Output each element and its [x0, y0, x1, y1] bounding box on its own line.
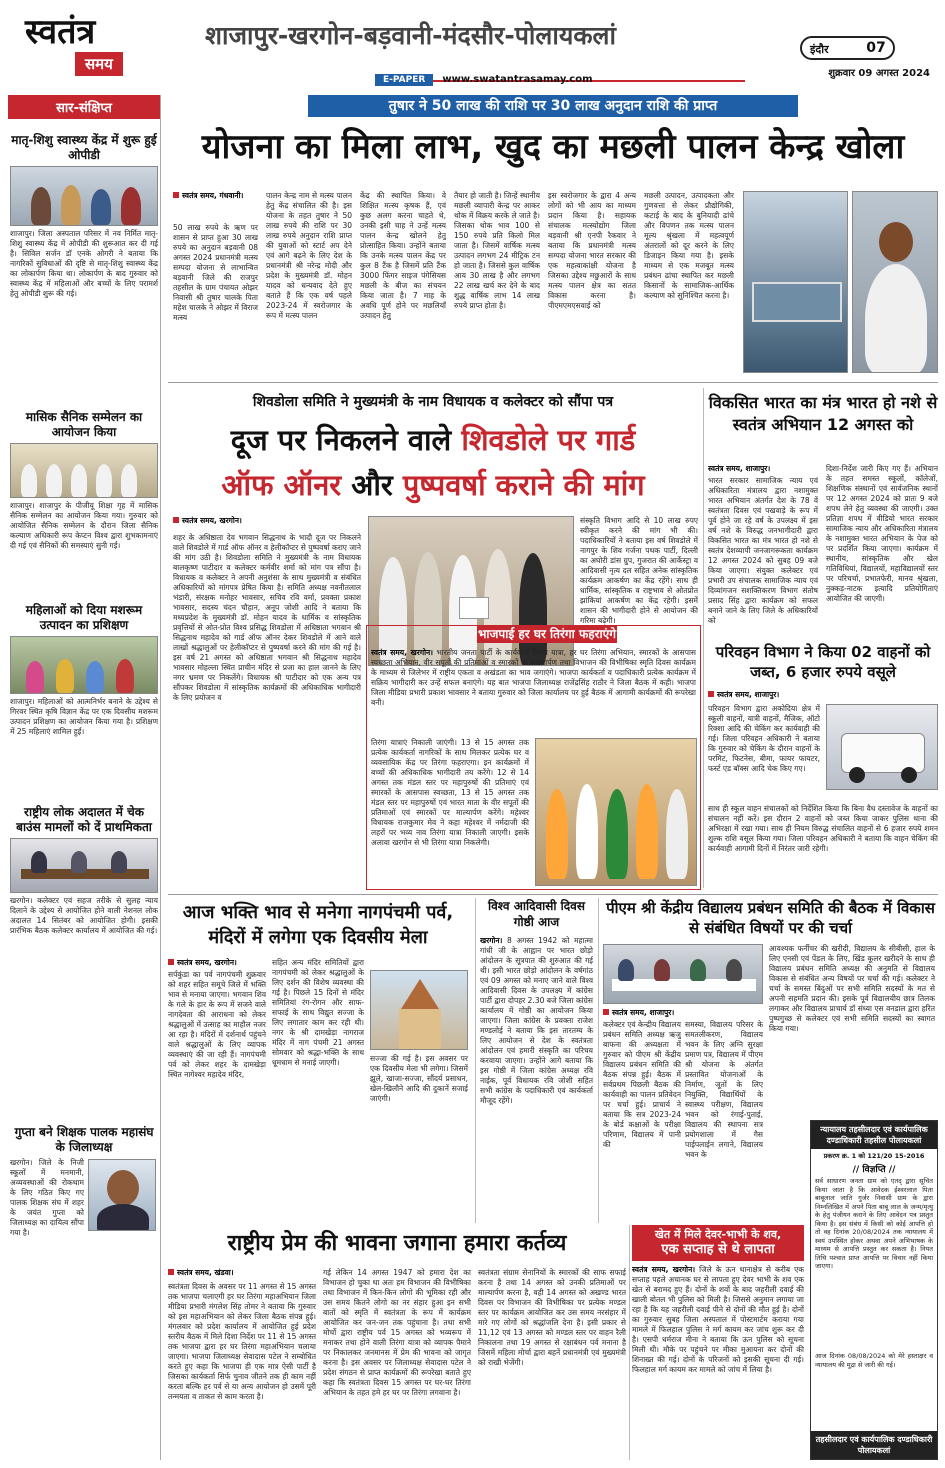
- portrait-photo: [88, 1159, 156, 1231]
- epaper-strip: [375, 67, 745, 85]
- sidebar-item-body: शाजापुर। महिलाओं को आत्मनिर्भर बनाने के उद्देश्य से गिरवर स्थित कृषि विज्ञान केंद्र पर एक दिवसीय मशरूम उत्पादन प्रशिक्षण का आयोजन किया गया है। प्रशिक्षण में 25 महिलाएं शामिल हुईं।: [10, 697, 158, 736]
- logo[interactable]: [25, 12, 155, 86]
- notice-body: सर्व साधारण जनता ग्राम को एतद् द्वारा सूचित किया जाता है कि आवेदक ईश्वरलाल पिता बाबूलाल जाति गुर्जर निवासी ग्राम के द्वारा निम्नलिखित में अपने पिता बाबू लाल के जन्म/मृत्यु के हेतु पंजीयन कराने के लिए आवेदन पत्र प्रस्तुत किया है। इस संबंध में किसी को कोई आपत्ति हो तो वह दिनांक 20/08/2024 तक न्यायालय में स्वयं उपस्थित होकर अथवा अपने अभिभाषक के माध्यम से आपत्ति प्रस्तुत कर सकता है। नियत तिथि पश्चात प्राप्त आपत्ति पर विचार नहीं किया जाएगा।: [815, 1177, 933, 1270]
- rashtriya-col-1: स्वतंत्रता दिवस के अवसर पर 11 अगस्त से 15 अगस्त तक भाजपा चलाएगी हर घर तिरंगा महाअभियान जिला मीडिया प्रभारी मंगलेश सिंह तोमर ने बताया कि गुरुवार को इस महाअभियान को लेकर जिला बैठक संपन्न हुई। मंगलवार को प्रदेश कार्यालय में आयोजित हुई प्रदेश स्तरीय बैठक में मिले दिशा निर्देश पर 11 से 15 अगस्त तक भाजपा द्वारा हर घर तिरंगा महाअभियान चलाया जाएगा। भाजपा जिलाध्यक्ष सेवादास पटेल ने सम्बोधित करते हुए कहा कि भाजपा ही एक मात्र ऐसी पार्टी है जिसका कार्यकर्ता सिर्फ चुनाव जीतने तक ही काम नहीं करता बल्कि हर पर्व से या अन्य आयोजन हो उसमें पूरी तन्मयता व ताकत से काम करता है।: [168, 1282, 316, 1401]
- top-story-col-2: पालन केन्द्र नाम से मत्स्य पालन हेतु केंद्र संचालित की है। इस योजना के तहत तुषार ने 50 लाख रुपये की राशि पर 30 लाख रुपये अनुदान राशि प्राप्त की युवाओं को स्टार्ट अप देने एवं आगे बढ़ने के लिए देश के प्रधानमंत्री श्री नरेन्द्र मोदी और प्रदेश के मुख्यमंत्री डॉ. मोहन यादव को धन्यवाद देते हुए बताते हैं कि एक वर्ष पहले 2023-24 में स्वरोजगार के रूप में मत्स्य पालन: [266, 191, 352, 320]
- byline-text: स्वतंत्र समय, खंडवा।: [177, 1268, 234, 1277]
- adivasi-body: [480, 936, 593, 1222]
- meeting-photo: [603, 944, 763, 1004]
- edition-title: शाजापुर-खरगोन-बड़वानी-मंदसौर-पोलायकलां: [205, 21, 616, 50]
- nagpanchami-col-3: सज्जा की गई है। इस अवसर पर एक दिवसीय मेला भी लगेगा। जिसमें झूले, खाजा-सज्जा, सौंदर्य प्रसाधन, खेल-खिलौने आदि की दुकानें सजाई जाएंगी।: [370, 1054, 468, 1103]
- epaper-label: E-PAPER: [375, 74, 433, 86]
- farmer-photo: [852, 191, 938, 373]
- temple-photo: [370, 970, 468, 1050]
- top-story-byline: [173, 191, 258, 213]
- logo-line1: स्वतंत्र: [25, 12, 96, 52]
- city-label: इंदौर: [810, 43, 829, 56]
- parivahan-byline: [708, 690, 938, 702]
- byline-text: स्वतंत्र समय, शाजापुर।: [717, 690, 780, 699]
- sidebar-item-body: शाजापुर। जिला अस्पताल परिसर में नव निर्मित मातृ-शिशु स्वास्थ्य केंद्र में ओपीडी की शुरूआत कर दी गई है। सिविल सर्जन डॉ एनके ओगरी ने बताया कि नागरिकों सुविधाओं की दृष्टि से मातृ-शिशु स्वास्थ्य केंद्र का लोकार्पण किया था। लोकार्पण के बाद गुरुवार को स्वास्थ्य केंद्र में महिलाओं और बच्चों के लिए परामर्श हेतु ओपीडी शुरू की गई।: [10, 229, 158, 298]
- top-story-col-5: इस स्वरोजगार के द्वारा 4 अन्य लोगों को भी आय का माध्यम प्रदान किया है। सहायक संचालक मत्स्योद्योग जिला बड़वानी श्री एनपी रैकवार ने बताया कि प्रधानमंत्री मत्स्य सम्पदा योजना भारत सरकार की एक महत्वाकांक्षी योजना है जिसका उद्देश्य मछुआरों के साथ मत्स्य पालन क्षेत्र का सतत विकास करना है। पीएमएमएसवाई को: [548, 191, 636, 310]
- headline-part: दूज पर निकलने वाले: [230, 423, 452, 457]
- rashtriya-headline: राष्ट्रीय प्रेम की भावना जगाना हमारा कर्तव्य: [227, 1231, 567, 1256]
- byline-text: स्वतंत्र समय, खरगोन।: [632, 1265, 696, 1274]
- rashtriya-story: [168, 1228, 626, 1460]
- court-notice: [810, 1120, 938, 1460]
- khet-body: [632, 1265, 804, 1455]
- shivdola-col-1: शहर के अधिष्ठाता देव भगवान सिद्धनाथ के भादौ दूज पर निकलने वाले शिवडोले में गार्ड ऑफ ऑनर व हेलीकॉप्टर से पुष्पवर्षा कराए जाने की मांग उठी है। शिवडोला समिति ने मुख्यमंत्री के नाम विधायक बालकृष्ण पाटीदार व कलेक्टर कर्मवीर शर्मा को मांग पत्र सौंपा है। विधायक व कलेक्टर ने अपनी अनुशंसा के साथ मुख्यमंत्री व संबंधित अधिकारियों को मांगपत्र प्रेषित किया है। समिति अध्यक्ष नवनीतलाल भंडारी, संरक्षक मनोहर भावसार, सचिव रवि वर्मा, प्रवक्ता प्रकाश भावसार, सदस्य चंदन चौहान, अनूप जोशी आदि ने बताया कि मध्यप्रदेश के मुख्यमंत्री डॉ. मोहन यादव के धार्मिक व सांस्कृतिक प्रवृत्तियों से ओत-प्रोत विश्व प्रसिद्ध शिवडोला में अधिष्ठाता भगवान श्री सिद्धनाथ महादेव को गार्ड ऑफ ऑनर देकर शिवडोले में आने वाले लाखों श्रद्धालुओं पर हेलीकॉप्टर से पुष्पवर्षा करने की मांग की गई है। इस वर्ष 21 अगस्त को अधिष्ठाता भगवान श्री सिद्धनाथ महादेव भावसार मोहल्ला स्थित प्राचीन मंदिर से प्रजा का हाल जानने के लिए नगर भ्रमण पर निकलेंगे। विधायक श्री पाटीदार को एक अन्य पत्र सौंपकर शिवडोला में सांस्कृतिक कार्यक्रमों की अधिकाधिक भागीदारी के लिए प्रयोजन व: [173, 533, 361, 702]
- parivahan-story: [708, 642, 938, 892]
- sidebar-item-headline: मातृ-शिशु स्वास्थ्य केंद्र में शुरू हुई ओपीडी: [11, 133, 157, 162]
- sidebar-item-mushroom: [10, 603, 158, 797]
- notice-date: आज दिनांक 08/08/2024 को मेरे हस्ताक्षर व न्यायालय की मुद्रा से जारी की गई।: [815, 1352, 933, 1369]
- divider: [168, 894, 938, 895]
- page-number: 07: [861, 39, 891, 57]
- notice-signature: तहसीलदार एवं कार्यपालिक दण्डाधिकारी पोलायकलां: [811, 1431, 937, 1459]
- sidebar-item-lok-adalat: [10, 805, 158, 1136]
- top-story-col-3: केंद्र की स्थापित किया। वे शिक्षित मत्स्य कृषक हैं, एवं कुछ अलग करना चाहते थे, उनकी इसी चाह ने उन्हें मत्स्य पालन केन्द्र खोलने हेतु प्रोत्साहित किया। उन्होंने बताया कि उनके मत्स्य पालन केंद्र पर कुल 8 टैंक है जिसमें प्रति टैंक 3000 फिंगर साइज पंगेसियस मछली के बीज का संचयन किया जाता है। 7 माह के अवधि पूर्ण होने पर मछलियाँ उत्पादन हेतु: [360, 191, 446, 320]
- adivasi-story: [475, 898, 593, 1223]
- pmshri-byline: [603, 1008, 763, 1020]
- sidebar-item-opd: [10, 133, 158, 399]
- khet-headline-box: [632, 1225, 804, 1261]
- notice-title: न्यायालय तहसीलदार एवं कार्यपालिक दण्डाधिकारी तहसील पोलायकलां: [811, 1121, 937, 1149]
- byline-text: खरगोन।: [480, 936, 503, 945]
- sidebar-item-headline: मासिक सैनिक सम्मेलन का आयोजन किया: [25, 410, 143, 439]
- khet-body-text: जिले के ऊन थानाक्षेत्र से करीब एक सप्ताह पहले अचानक घर से लापता हुए देवर भाभी के शव एक खेत से बरामद हुए हैं। दोनों के शवों के बाद जहरीली दवाई की खाली बोतल भी पुलिस को मिली है। जिससे अनुमान लगाया जा रहा है कि यह जहरीली दवाई पीने से दोनों की मौत हुई है। दोनों का गुरुवार सुबह जिला अस्पताल में पोस्टमार्टम कराया गया मामले में फिलहाल पुलिस ने मर्ग कायम कर जांच शुरू कर दी है। एसपी धर्मराज मीना ने बताया कि ऊन पुलिस को सूचना मिली थी। मौके पर पहुंचने पर मीका मुआयना कर दोनों की शिनाख्त की गई। दोनों के परिजनों को इसकी सूचना दी गई। फिलहाल मर्ग कायम कर मामले को जांच में लिया है।: [632, 1265, 804, 1374]
- divider: [629, 1225, 630, 1460]
- divider: [168, 382, 938, 383]
- pmshri-col-3: आवश्यक फर्नीचर की खरीदी, विद्यालय के सीबीसी, हाल के लिए एनसी एवं पेंडल के लिए, खिंड कूलर खरीदने के साथ ही विद्यालय प्रबंधन समिति अध्यक्ष की अनुमति से विद्यालय विकास से संबंधित अन्य विषयों पर चर्चा की गई। कलेक्टर ने चर्चा के समस्त बिंदुओं पर सभी समिति सदस्यों के मत से अपनी सहमति प्रदान की। इसके पूर्व विद्यालयीय छात्र तिलक लगाकर और विद्यालय प्राचार्य डॉ संध्या एस वनडाल द्वारा हरित पुष्पगुच्छ से कलेक्टर एवं सभी समिति सदस्यों का स्वागत किया गया।: [769, 944, 935, 1033]
- rashtriya-byline: [168, 1268, 318, 1280]
- tiranga-body-text: भारतीय जनता पार्टी के कार्यकर्ता तिरंगा यात्रा, हर घर तिरंगा अभियान, स्मारकों के आसपास स्वच्छता अभियान, वीर सपूतों की प्रतिमाओं व स्मारकों पर माल्यार्पण तथा विभाजन की विभीषिका स्मृति दिवस कार्यक्रम के माध्यम से जिलेभर में राष्ट्रीय एकता व अखंडता का भाव जगाएंगे। भाजपा कार्यकर्ता व पदाधिकारी प्रत्येक कार्यक्रम में सक्रिय भागीदारी कर उन्हें सफल बनाएंगे। यह बात भाजपा जिलाध्यक्ष राजेंद्रसिंह राठौर ने जिला बैठक में कही। भाजपा जिला मीडिया प्रभारी प्रकाश भावसार ने बताया गुरुवार को जिला कार्यालय पर हुई बैठक में आगामी कार्यक्रमों की रूपरेखा बनी।: [371, 648, 696, 707]
- parivahan-col-2: साथ ही स्कूल वाहन संचालकों को निर्देशित किया कि बिना वैध दस्तावेज के वाहनों का संचालन नहीं करें। इस दौरान 2 वाहनों को जब्त किया जाकर पुलिस थाना की अभिरक्षा में रखा गया। साथ ही नियम विरुद्ध संचालित वाहनों से 6 हजार रुपये शमन शुल्क राशि वसूल किया गया। जिला परिवहन अधिकारी ने बताया कि वाहन चेकिंग की कार्यवाही आगामी दिनों में निरंतर जारी रहेगी।: [708, 804, 938, 853]
- sidebar-photo: [10, 443, 158, 498]
- sidebar-item-gupta: [10, 1125, 158, 1418]
- tiranga-story: [366, 625, 701, 890]
- sidebar-item-body: खरगोन। जिले के निजी स्कूलों में मनमानी, अव्यवस्थाओं की रोकथाम के लिए गठित किए गए पालक शिक्षक संघ में शहर के जयंत गुप्ता को जिलाध्यक्ष का दायित्व सौंपा गया है।: [10, 1158, 84, 1237]
- khet-headline: एक सप्ताह से थे लापता: [661, 1242, 775, 1257]
- rashtriya-col-3: स्वतंत्रता संग्राम सेनानियों के स्मारकों की साफ सफाई करना है तथा 14 अगस्त को उनकी प्रतिमाओं पर माल्यार्पण करना है, वही 14 अगस्त को अखण्ड भारत दिवस पर विभाजन की विभीषिका पर प्रत्येक मण्डल स्तर पर कार्यक्रम आयोजित कर उस समय नरसंहार में मारे गए लोगों को श्रद्धांजलि देना है। इसी प्रकार से 11,12 एवं 13 अगस्त को मण्डल स्तर पर वाहन रैली निकालना तथा 19 अगस्त से रक्षाबंधन पर्व मनाना है जिसमें महिला मोर्चा द्वारा बहनें प्रधानमंत्री एवं मुख्यमंत्री को राखी भेजेंगी।: [478, 1268, 626, 1367]
- divider: [703, 388, 704, 888]
- byline-text: स्वतंत्र समय, खरगोन।: [182, 516, 242, 525]
- pmshri-col-2: समस्या, विद्यालय परिसर के समतलीकरण, विद्यालय भवन के लिए अग्नि सुरक्षा प्रमाण पत्र, विद्यालय में पीएम श्री योजना के अंतर्गत प्रस्तावित योजनाओं के निर्माण, जूतों के लिए नियुक्ति, विद्यार्थियों के स्वास्थ्य परीक्षण, विद्यालय भवन को रंगाई-पुताई, विद्यालय की स्थापना सत्र प्रयोगशाला में गैस पाईपलाईन लगाने, विद्यालय भवन के: [685, 1020, 763, 1159]
- sidebar-item-headline: महिलाओं को दिया मशरूम उत्पादन का प्रशिक्षण: [25, 603, 143, 632]
- adivasi-body-text: 8 अगस्त 1942 को महात्मा गांधी जी के आह्वान पर भारत छोड़ो आंदोलन के सूत्रपात की शुरुआत की गई थी। इसी भारत छोड़ो आंदोलन के वर्षगांठ एवं 09 अगस्त को मनाए जाने वाले विश्व आदिवासी दिवस के उपलक्ष्य में कांग्रेस पार्टी द्वारा दोपहर 2.30 बजे जिला कांग्रेस कार्यालय में गोष्ठी का आयोजन किया जाएगा। जिला कांग्रेस के प्रवक्ता राजेश मण्डलोई ने बताया कि इस तारतम्य के लिए आयोजन से देश के स्वतंत्रता आंदोलन एवं हमारी संस्कृति का परिचय करवाया जाएगा। उन्होंने आगे बताया कि इस गोष्ठी में जिला कांग्रेस अध्यक्ष रवि नाईक, पूर्व विधायक रवि जोशी सहित सभी कांग्रेस के पदाधिकारी एवं कार्यकर्ता मौजूद रहेंगे।: [480, 936, 593, 1105]
- nagpanchami-story: [168, 898, 468, 1223]
- viksit-col-1: भारत सरकार सामाजिक न्याय एवं अधिकारिता मंत्रालय द्वारा नशामुक्त भारत अभियान अंतर्गत देश के 78 वें स्वतंत्रता दिवस एवं पखवाड़े के रूप में पूर्व होने जा रहे वर्ष के उपलक्ष्य में इस वर्ष नशे के विरुद्ध जनभागीदारी द्वारा विकसित भारत का मंत्र भारत हो नशे से स्वतंत्र देशव्यापी जनजागरूकता कार्यक्रम 12 अगस्त 2024 को सुबह 09 बजे किया जाएगा। संयुक्त कलेक्टर एवं प्रभारी उप संचालक सामाजिक न्याय एवं दिव्यांगजन सशक्तिकरण विभाग संतोष प्रसाद सिंह द्वारा कार्यक्रम को सफल बनाने जाने के लिए जिले के अधिकारियों को: [708, 476, 818, 625]
- viksit-byline: [708, 464, 818, 476]
- tiranga-kicker: भाजपाई हर घर तिरंगा फहराएंगे: [477, 627, 616, 641]
- top-story: [168, 95, 938, 377]
- sidebar-item-headline: गुप्ता बने शिक्षक पालक महासंघ के जिलाध्यक्ष: [14, 1125, 154, 1154]
- khet-story: [632, 1225, 804, 1460]
- viksit-headline: विकसित भारत का मंत्र भारत हो नशे से स्वतंत्र अभियान 12 अगस्त को: [708, 393, 938, 434]
- top-story-kicker: तुषार ने 50 लाख की राशि पर 30 लाख अनुदान राशि की प्राप्त: [308, 95, 798, 117]
- headline-part: शिवडोले पर गार्ड: [461, 423, 636, 457]
- sidebar-item-headline: राष्ट्रीय लोक अदालत में चेक बाउंस मामलों को दें प्राथमिकता: [16, 805, 152, 834]
- byline-text: स्वतंत्र समय, खरगोन।: [177, 958, 237, 967]
- byline-text: स्वतंत्र समय, शाजापुर।: [612, 1008, 675, 1017]
- viksit-col-2: दिशा-निर्देश जारी किए गए हैं। अभियान के तहत समस्त स्कूलों, कॉलेजों, शिक्षणिक संस्थानों एवं सार्वजनिक स्थानों पर 12 अगस्त 2024 को प्रातः 9 बजे शपथ लेने हेतु व्यवस्था की जाएगी। उक्त प्रतिज्ञा शपथ में वीडियो भारत सरकार सामाजिक न्याय और अधिकारिता मंत्रालय के नशामुक्त भारत अभियान के पेज को पर प्रदर्शित किया जाएगा। कार्यक्रम में स्थानीय, सांस्कृतिक और खेल गतिविधियां, विद्यालयों, महाविद्यालयों स्तर पर परिचर्चा, प्रभातफेरी, मानव श्रृंखला, नुक्कड़-नाटक इत्यादि प्रतियोगिताएं आयोजित की जाएगी।: [826, 464, 938, 603]
- parivahan-headline: परिवहन विभाग ने किया 02 वाहनों को जब्त, 6 हजार रुपये वसूले: [715, 643, 931, 681]
- sidebar-photo: [10, 838, 158, 893]
- sidebar-item-body: शाजापुर। शाजापुर के पीजीयू शिक्षा गृह में मासिक सैनिक सम्मेलन का आयोजन किया गया। गुरुवार को आयोजित सैनिक सम्मेलन के दौरान जिला सैनिक कल्याण अधिकारी रूप केप्टन विश्व द्वारा शुभकामनाएं दी गई एवं सैनिकों की समस्याएं सुनी गईं।: [10, 501, 158, 550]
- sidebar-photo: [10, 636, 158, 694]
- pmshri-headline: पीएम श्री केंद्रीय विद्यालय प्रबंधन समिति की बैठक में विकास से संबंधित विषयों पर की चर्चा: [606, 899, 935, 937]
- shivdola-byline: [173, 516, 353, 528]
- headline-part: पुष्पवर्षा कराने की मांग: [402, 468, 645, 502]
- rashtriya-col-2: गई लेकिन 14 अगस्त 1947 को हमारा देश का विभाजन हो चुका था अतः हम विभाजन की विभीषिका तथा विभाजन में किन-किन लोगो की भूमिका रही और उस समय कितने लोगो का नर संहार हुआ इन सभी बातों को स्मृति में स्वतंत्रता के रूप में कार्यक्रम आयोजित कर जन-जन तक पहुंचाना है। तथा सभी मोर्चो द्वारा राष्ट्रीय पर्व 15 अगस्त को भव्यरूप में मनाकर तथा होने वाली तिरंगा यात्रा को व्यापक पैमाने पर निकालकर जनमानस में प्रेम की भावना को जागृत करना है। इस अवसर पर जिलाध्यक्ष सेवादास पटेल ने प्रदेश संगठन से प्राप्त कार्यक्रमों की रूपरेखा बताते हुए कहा कि स्वतंत्रता दिवस 15 अगस्त पर घर-घर तिरंगा अभियान के तहत हमे हर घर पर तिरंगा लगवाना है।: [323, 1268, 471, 1397]
- website-link[interactable]: www.swatantrasamay.com: [442, 74, 593, 85]
- viksit-story: [708, 392, 938, 637]
- top-story-col-1: 50 लाख रुपये के ऋण पर शासन से प्राप्त हुआ 30 लाख रुपये का अनुदान बड़वानी 08 अगस्त 2024 प्रधानमंत्री मत्स्य सम्पदा योजना से लाभान्वित बड़वानी जिले की राजपुर तहसील के ग्राम पंचायत ओझर निवासी श्री तुषार चालके पिता महेश चालके ने ओझर में विराज मत्स्य: [173, 223, 258, 322]
- notice-case: प्रकरण क्र. 1 को 121/20 15-2016: [823, 1152, 925, 1160]
- vehicle-photo: [826, 704, 938, 790]
- pmshri-col-1: कलेक्टर एवं केन्द्रीय विद्यालय प्रबंधन समिति अध्यक्ष ऋजु बाफना की अध्यक्षता में गुरुवार को पीएम श्री केंद्रीय विद्यालय प्रबंधन समिति की बैठक संपन्न हुई। बैठक में सर्वप्रथम पिछली बैठक की कार्यवाही का पालन प्रतिवेदन पर चर्चा हुई। प्राचार्य ने बताया कि सत्र 2023-24 के बोर्ड कक्षाओं के परीक्षा परिणाम, विद्यालय में पानी की: [603, 1020, 681, 1149]
- logo-line2: समय: [75, 52, 123, 76]
- byline-text: स्वतंत्र समय, खरगोन।: [371, 648, 434, 657]
- byline-text: स्वतंत्र समय, गंधवानी।: [182, 191, 244, 200]
- city-box: [800, 36, 895, 60]
- sidebar-title: सार-संक्षिप्त: [8, 95, 160, 119]
- tiranga-photo: [535, 738, 697, 886]
- parivahan-col-1: परिवहन विभाग द्वारा अकोदिया क्षेत्र में स्कूली वाहनों, यात्री वाहनों, मैजिक, ऑटो रिक्शा आदि की चेकिंग कर कार्यवाही की गई। जिला परिवहन अधिकारी ने बताया कि गुरुवार को चेकिंग के दौरान वाहनों के परमिट, फिटनेस, बीमा, फायर फायटर, फर्स्ट एड बॉक्स आदि चेक किए गए।: [708, 704, 820, 773]
- masthead: [0, 0, 945, 90]
- headline-part: ऑफ ऑनर: [221, 468, 342, 502]
- fish-tank-photo: [743, 191, 848, 373]
- shivdola-col-3: संस्कृति विभाग आदि से 10 लाख रुपए स्वीकृत करने की मांग भी की। पदाधिकारियों ने बताया इस वर्ष शिवडोले में नागपुर के शिव गर्जना पथक पार्टी, दिल्ली का अघोरी डांस ग्रुप, गुजरात की आर्केस्ट्रा व आदिवासी नृत्य दल सहित अनेक सांस्कृतिक कार्यक्रम आकर्षण का केंद्र रहेंगे। साथ ही धार्मिक, सांस्कृतिक व राष्ट्रभाव से ओतप्रोत झांकियां आकर्षण का केंद्र रहेगी। इसमें शासन की भागीदारी होने से आयोजन की गरिमा बढ़ेगी।: [580, 516, 698, 625]
- headline-part: और: [351, 468, 393, 502]
- shivdola-headline: [168, 418, 698, 508]
- sidebar-item-body: खरगोन। कलेक्टर एवं सहज तरीके से सुलह न्याय दिलाने के उद्देश्य से आयोजित होने वाली नेशनल लोक अदालत 14 सितंबर को आयोजित होगी। इसकी प्रारंभिक बैठक कलेक्टर कार्यालय में आयोजित की गई।: [10, 896, 158, 935]
- issue-date: शुक्रवार 09 अगस्त 2024: [828, 68, 930, 79]
- byline-text: स्वतंत्र समय, शाजापुर।: [708, 464, 771, 473]
- nagpanchami-col-2: सहित अन्य मंदिर समितियों द्वारा नागपंचमी को लेकर श्रद्धालुओं के लिए दर्शन की विशेष व्यवस्था की गई है। पिछले 15 दिनों से मंदिर समितियां रंग-रोगन और साफ-सफाई के साथ विद्युत सज्जा के लिए लगातार काम कर रही थी। नगर के श्री दामखेड़ा नागराज मंदिर में नाग पंचमी 21 अगस्त सोमवार को श्रद्धा-भक्ति के साथ धूमधाम से मनाई जाएगी।: [272, 958, 364, 1067]
- nagpanchami-headline: आज भक्ति भाव से मनेगा नागपंचमी पर्व, मंदिरों में लगेगा एक दिवसीय मेला: [182, 902, 454, 948]
- khet-kicker: खेत में मिले देवर-भाभी के शव,: [654, 1228, 782, 1241]
- shivdola-kicker: शिवडोला समिति ने मुख्यमंत्री के नाम विधायक व कलेक्टर को सौंपा पत्र: [252, 394, 614, 410]
- nagpanchami-col-1: सर्पकुंडा का पर्व नागपंचमी शुक्रवार को शहर सहित समूचे जिले में भक्ति भाव से मनाया जाएगा। भगवान शिव के गले के हार के रूप में सजने वाले नागदेवता की आराधना को लेकर श्रद्धालुओं में उत्साह का माहौल नजर आ रहा है। मंदिरों में दर्शनार्थ पहुंचने वाले श्रद्धालुओं के लिए व्यापक व्यवस्थाएं की जा रही हैं। नागपंचमी पर्व को लेकर शहर के दामखेड़ा स्थित नागेश्वर महादेव मंदिर,: [168, 970, 266, 1079]
- top-story-col-4: तैयार हो जाती है। जिन्हें स्थानीय मछली व्यापारी केन्द्र पर आकर थोक में विक्रय करके ले जाते है। जिसका थोक भाव 100 से 150 रुपये प्रति किलो मिल जाता है। जिसमें वार्षिक मत्स्य उत्पादन लगभग 24 मीट्रिक टन हो जाता है। जिससे कुल वार्षिक आय 30 लाख है और लगभग 22 लाख खर्च कर देने के बाद शुद्ध वार्षिक लाभ 14 लाख रुपये प्राप्त होता है।: [454, 191, 540, 310]
- top-story-col-6: मछली उत्पादन, उत्पादकता और गुणवत्ता से लेकर प्रौद्योगिकी, कटाई के बाद के बुनियादी ढांचे और विपणन तक मत्स्य पालन मूल्य श्रृंखला में महत्वपूर्ण अंतरालों को दूर करने के लिए डिजाइन किया गया है। इसके माध्यम से एक मजबूत मत्स्य प्रबंधन ढांचा स्थापित कर मछली किसानों के सामाजिक-आर्थिक कल्याण को सुनिश्चित करना है।: [644, 191, 734, 300]
- sidebar: [8, 95, 161, 1460]
- notice-vigyapti: // विज्ञप्ति //: [852, 1165, 896, 1175]
- tiranga-body-left: तिरंगा यात्राएं निकाली जाएंगी। 13 से 15 अगस्त तक प्रत्येक कार्यकर्ता नागरिकों के साथ मिलकर प्रत्येक घर व व्यवसायिक केंद्र पर तिरंगा फहराएगा। इन कार्यक्रमों में बच्चों की अधिकाधिक भागीदारी तय करेंगे। 12 से 14 अगस्त तक मंडल स्तर पर महापुरुषों की प्रतिमाएं एवं स्मारकों के आसपास स्वच्छता, 13 से 15 अगस्त तक मंडल स्तर पर महापुरुषों एवं भारत माता के वीर सपूतों की प्रतिमाओं एवं स्मारकों पर माल्यार्पण करेंगे। महेश्वर विधायक राजकुमार मेव ने कहा महेश्वर में नर्मदाजी की लहरों पर भव्य नाव तिरंगा यात्रा निकाली जाएगी। इसके अलावा खरगोन से भी तिरंगा यात्रा निकलेगी।: [371, 738, 529, 847]
- top-story-headline: योजना का मिला लाभ, खुद का मछली पालन केन्द्र खोला: [201, 127, 905, 167]
- sidebar-item-sainik: [10, 410, 158, 621]
- tiranga-body-top: [371, 648, 696, 736]
- adivasi-headline: विश्व आदिवासी दिवस गोष्ठी आज: [488, 899, 585, 929]
- sidebar-photo: [10, 166, 158, 226]
